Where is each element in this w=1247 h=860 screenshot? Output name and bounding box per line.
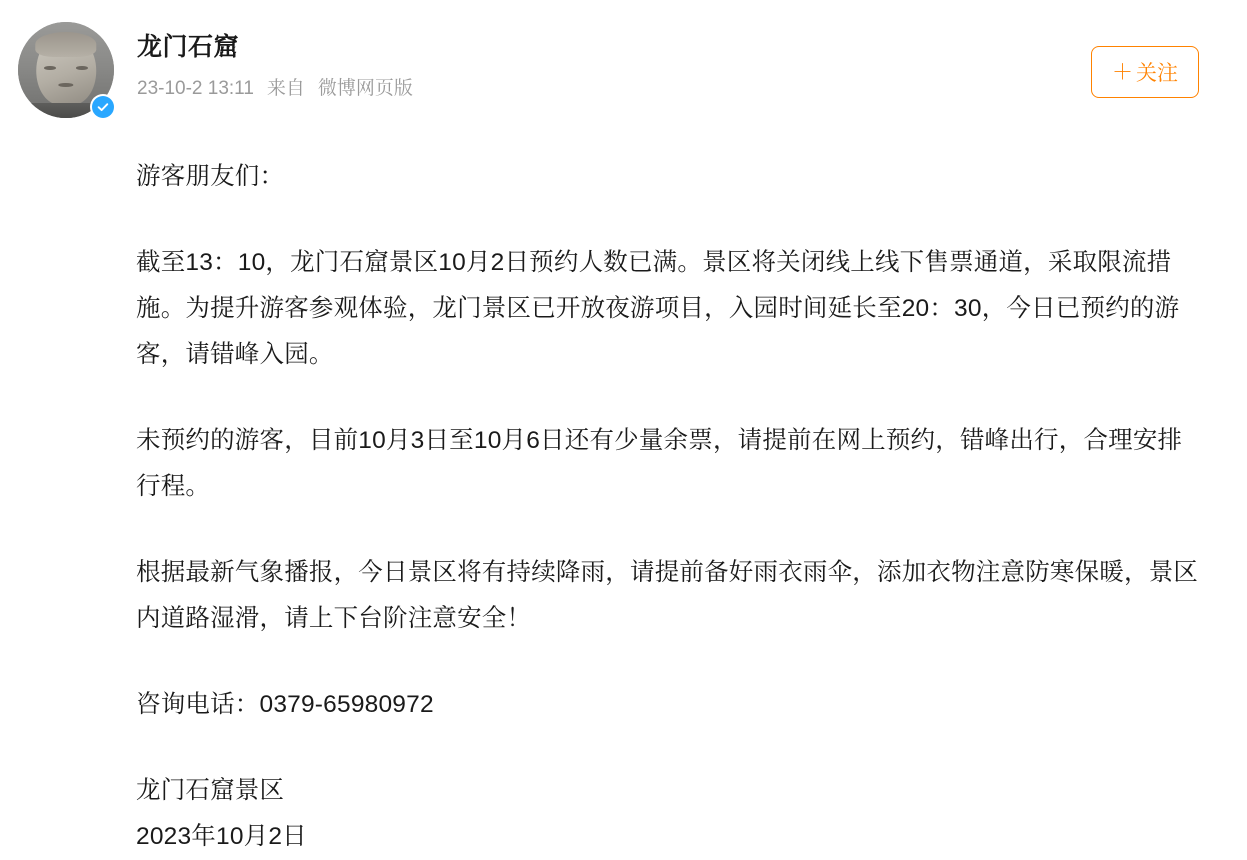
post-body [136, 154, 1221, 860]
username[interactable]: 龙门石窟 [137, 33, 240, 61]
post-signature [136, 768, 1201, 860]
avatar[interactable] [18, 22, 114, 118]
post-timestamp[interactable]: 23-10-2 13:11 [137, 78, 254, 99]
source-name[interactable]: 微博网页版 [317, 78, 413, 99]
follow-button-label: 关注 [1136, 62, 1178, 85]
post-contact-phone: 咨询电话：0379-65980972 [136, 691, 434, 718]
post-paragraph: 游客朋友们： [136, 163, 285, 190]
post-header [18, 18, 1221, 128]
follow-button[interactable] [1091, 46, 1199, 98]
avatar-mouth [58, 83, 73, 87]
verified-badge-circle [92, 96, 114, 118]
avatar-hair-shape [35, 32, 96, 57]
verified-badge-icon [90, 94, 116, 120]
post-paragraph: 根据最新气象播报，今日景区将有持续降雨，请提前备好雨衣雨伞，添加衣物注意防寒保暖，景区内道路湿滑，请上下台阶注意安全！ [136, 559, 1199, 632]
avatar-right-eye [76, 66, 88, 70]
signature-line: 2023年10月2日 [136, 823, 307, 850]
source-label: 来自 [266, 78, 305, 99]
post-meta [137, 18, 413, 101]
post-subline [137, 78, 413, 101]
post-paragraph: 截至13：10，龙门石窟景区10月2日预约人数已满。景区将关闭线上线下售票通道，采取限流措施。为提升游客参观体验，龙门景区已开放夜游项目，入园时间延长至20：30，今日已预约的游客，请错峰入园。 [136, 249, 1180, 368]
post-paragraph: 未预约的游客，目前10月3日至10月6日还有少量余票，请提前在网上预约，错峰出行，合理安排行程。 [136, 427, 1183, 500]
plus-icon: ＋ [1112, 60, 1133, 84]
signature-line: 龙门石窟景区 [136, 777, 285, 804]
